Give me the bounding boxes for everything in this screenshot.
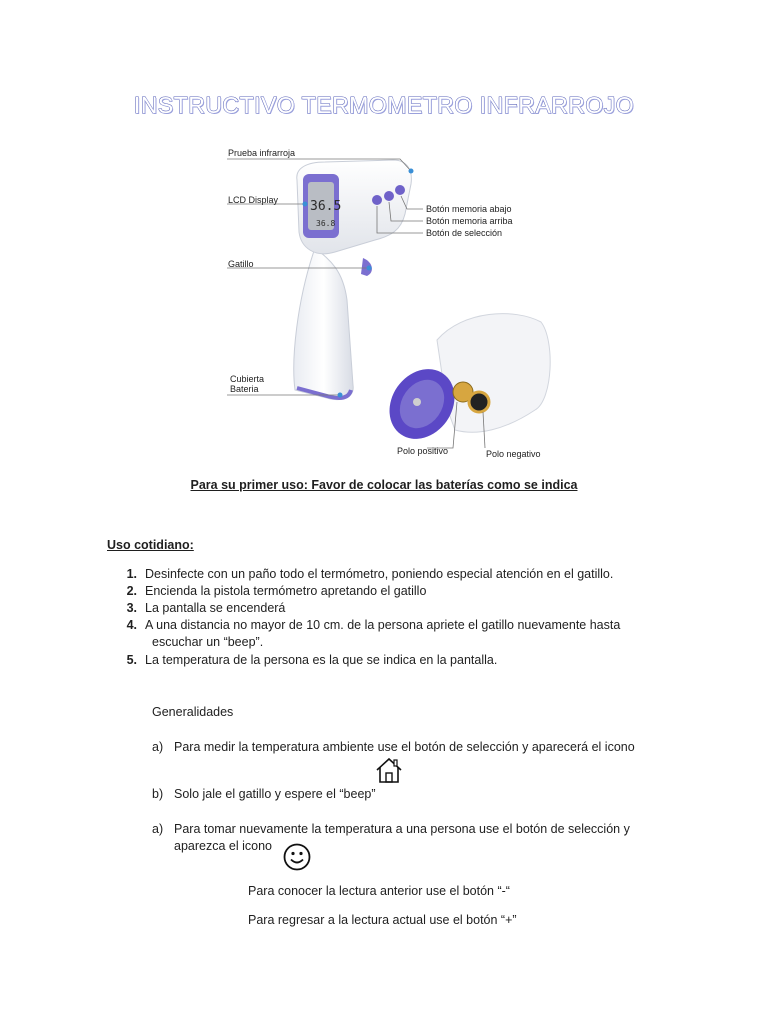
thermometer-handle (294, 248, 353, 399)
lcd-main-value: 36.5 (310, 199, 342, 214)
label-polo-negativo: Polo negativo (486, 449, 541, 459)
button-memory-down (395, 185, 405, 195)
note-previous-reading: Para conocer la lectura anterior use el botón “-“ (248, 884, 510, 898)
list-item: 4. A una distancia no mayor de 10 cm. de la persona apriete el gatillo nuevamente hasta (126, 618, 621, 632)
general-item-b: b) Solo jale el gatillo y espere el “beep” (152, 787, 376, 801)
list-item: 1. Desinfecte con un paño todo el termómetro, poniendo especial atención en el gatillo. (126, 567, 614, 581)
first-use-note: Para su primer uso: Favor de colocar las baterías como se indica (190, 478, 578, 492)
label-polo-positivo: Polo positivo (397, 446, 449, 456)
label-bateria: Bateria (230, 384, 259, 394)
list-item-continuation: escuchar un “beep”. (152, 635, 264, 649)
list-item: 3. La pantalla se encenderá (126, 601, 286, 615)
note-current-reading: Para regresar a la lectura actual use el botón “+” (248, 913, 517, 927)
label-prueba-infrarroja: Prueba infrarroja (228, 148, 296, 158)
home-icon (374, 756, 404, 784)
label-cubierta: Cubierta (230, 374, 265, 384)
label-lcd-display: LCD Display (228, 195, 279, 205)
general-item-a2-continuation: aparezca el icono (174, 839, 272, 853)
label-boton-memoria-arriba: Botón memoria arriba (426, 216, 513, 226)
page-title: INSTRUCTIVO TERMOMETRO INFRARROJO (133, 92, 635, 118)
button-selection (372, 195, 382, 205)
button-memory-up (384, 191, 394, 201)
list-item: 2. Encienda la pistola termómetro apretando el gatillo (126, 584, 427, 598)
daily-use-heading: Uso cotidiano: (107, 538, 194, 552)
battery-compartment (376, 314, 550, 452)
label-boton-seleccion: Botón de selección (426, 228, 503, 238)
thermometer-diagram (215, 140, 560, 465)
list-item: 5. La temperatura de la persona es la que se indica en la pantalla. (126, 653, 498, 667)
label-boton-memoria-abajo: Botón memoria abajo (426, 204, 512, 214)
label-gatillo: Gatillo (228, 259, 254, 269)
general-item-a: a) Para medir la temperatura ambiente use el botón de selección y aparecerá el icono (152, 740, 635, 754)
general-item-a2: a) Para tomar nuevamente la temperatura a una persona use el botón de selección y (152, 822, 630, 836)
lcd-sub-value: 36.8 (316, 219, 336, 228)
general-heading: Generalidades (152, 705, 234, 719)
smiley-icon (282, 842, 312, 872)
